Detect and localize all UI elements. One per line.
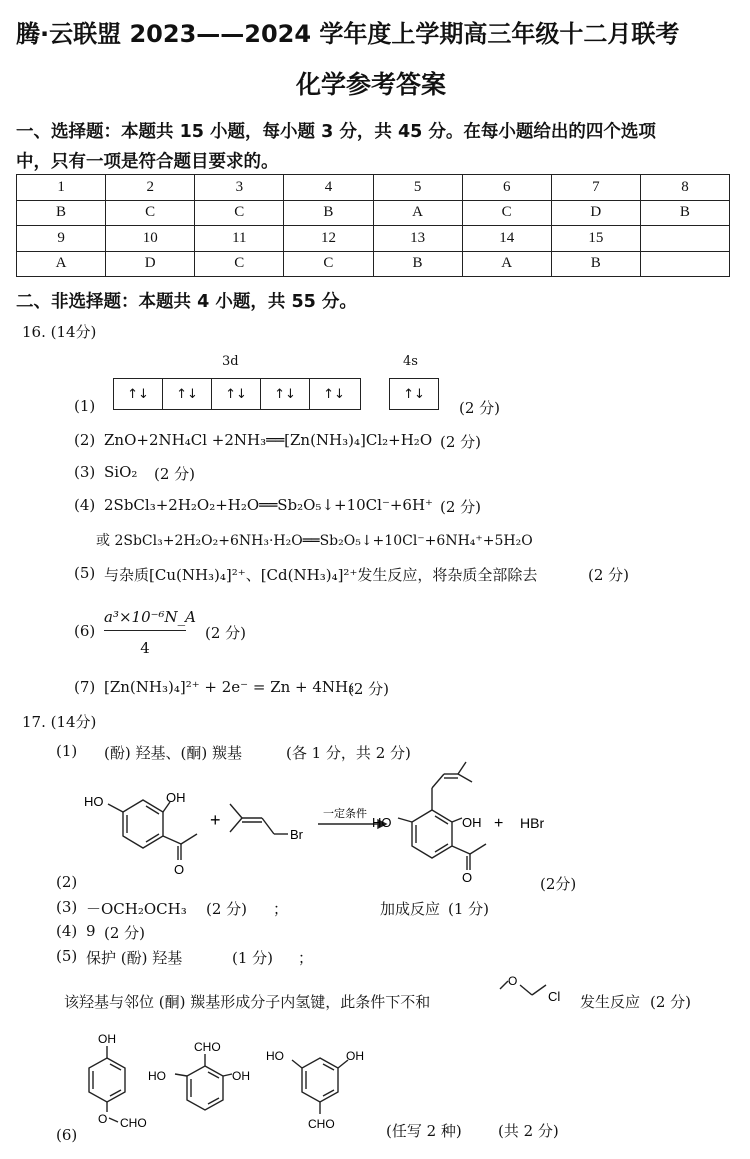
table-cell: 2 <box>106 175 195 201</box>
m1-o-label: O <box>98 1112 108 1126</box>
q16-p6-fraction <box>104 608 196 657</box>
table-cell: C <box>284 251 373 277</box>
table-cell: 10 <box>106 226 195 252</box>
q17-p6-label: (6) <box>56 1126 78 1144</box>
q16-p4-alt-equation: 或 2SbCl₃+2H₂O₂+6NH₃·H₂O══Sb₂O₅↓+10Cl⁻+6NH₄⁺+5H₂O <box>96 533 533 549</box>
q17-p3-label: (3) <box>56 898 78 916</box>
hbr-label: HBr <box>520 815 545 831</box>
table-cell <box>640 226 729 252</box>
q16-p3-answer: SiO₂ <box>104 463 138 481</box>
plus-sign: + <box>210 810 221 830</box>
orbital-cell: ↑↓ <box>323 386 345 402</box>
m3-ho-label: HO <box>266 1049 284 1063</box>
reactant-prenyl-bromide-structure <box>230 804 288 834</box>
p-ho-label: HO <box>372 815 392 830</box>
reactant-acetophenone-structure <box>108 800 197 860</box>
q17-p3-score: (2 分) <box>206 900 248 918</box>
orbital-box-3d <box>113 378 361 410</box>
orbital-cell: ↑↓ <box>114 379 163 409</box>
m2-oh-label: OH <box>232 1069 250 1083</box>
q17-header: 17. (14分) <box>22 713 97 731</box>
table-cell: 4 <box>284 175 373 201</box>
q17-p5-answer: 保护 (酚) 羟基 <box>86 949 183 967</box>
table-row <box>17 251 730 277</box>
q17-p2-score: (2分) <box>540 875 577 893</box>
table-cell: 5 <box>373 175 462 201</box>
q16-p2-label: (2) <box>74 431 96 449</box>
q17-p4-answer: 9 <box>86 922 96 940</box>
table-cell: C <box>195 200 284 226</box>
q17-p5-score: (1 分) <box>232 949 274 967</box>
m3-oh-label: OH <box>346 1049 364 1063</box>
q16-p5-score: (2 分) <box>588 566 630 584</box>
table-cell: 14 <box>462 226 551 252</box>
q17-p6-score: (共 2 分) <box>498 1122 559 1140</box>
table-cell: D <box>551 200 640 226</box>
section2-heading: 二、非选择题：本题共 4 小题，共 55 分。 <box>16 292 357 312</box>
q16-p7-score: (2 分) <box>348 680 390 698</box>
q17-p5-separator: ； <box>298 949 314 967</box>
mol-o-label: O <box>508 975 518 988</box>
orbital-cell: ↑↓ <box>163 379 212 409</box>
table-cell: 11 <box>195 226 284 252</box>
q17-p5-label: (5) <box>56 947 78 965</box>
q16-p2-score: (2 分) <box>440 433 482 451</box>
q17-p3-score2: (1 分) <box>448 900 490 918</box>
isomer-formate-structure <box>89 1046 125 1122</box>
q17-p5-score2: (2 分) <box>650 993 692 1011</box>
fraction-numerator: a³×10⁻⁶N_A <box>104 608 186 631</box>
q16-p6-label: (6) <box>74 622 96 640</box>
q17-p4-score: (2 分) <box>104 924 146 942</box>
table-cell: 9 <box>17 226 106 252</box>
table-cell: B <box>551 251 640 277</box>
answer-table <box>16 174 730 277</box>
q17-p6-note: (任写 2 种) <box>386 1122 462 1140</box>
table-cell: C <box>106 200 195 226</box>
table-cell <box>640 251 729 277</box>
table-cell: 13 <box>373 226 462 252</box>
orbital-3d-label: 3d <box>222 354 239 369</box>
isomer-dihydroxybenzaldehyde-structure <box>175 1054 232 1110</box>
q16-p4-equation: 2SbCl₃+2H₂O₂+H₂O══Sb₂O₅↓+10Cl⁻+6H⁺ <box>104 496 433 514</box>
orbital-cell: ↑↓ <box>403 386 425 402</box>
table-cell: C <box>462 200 551 226</box>
q17-p3-answer: －OCH₂OCH₃ <box>86 900 187 918</box>
q17-p5-line2-post: 发生反应 <box>580 993 641 1011</box>
r1-ho-label: HO <box>84 794 104 809</box>
section1-heading-line2: 中，只有一项是符合题目要求的。 <box>16 152 279 172</box>
table-cell: 12 <box>284 226 373 252</box>
q17-p3-answer2: 加成反应 <box>380 900 441 918</box>
q16-p7-equation: [Zn(NH₃)₄]²⁺ + 2e⁻ = Zn + 4NH₃ <box>104 678 355 696</box>
orbital-4s-label: 4s <box>403 354 418 369</box>
q17-p5-line2: 该羟基与邻位 (酮) 羰基形成分子内氢键，此条件下不和 <box>64 993 431 1011</box>
q16-p3-label: (3) <box>74 463 96 481</box>
section1-heading-line1: 一、选择题：本题共 15 小题，每小题 3 分，共 45 分。在每小题给出的四个选项 <box>16 122 656 142</box>
q16-p5-label: (5) <box>74 564 96 582</box>
table-cell: A <box>373 200 462 226</box>
table-cell: B <box>373 251 462 277</box>
q16-header: 16. (14分) <box>22 323 97 341</box>
mol-cl-label: Cl <box>548 989 561 1004</box>
table-cell: B <box>640 200 729 226</box>
q16-p7-label: (7) <box>74 678 96 696</box>
table-cell: 15 <box>551 226 640 252</box>
m2-ho-label: HO <box>148 1069 166 1083</box>
table-cell: B <box>284 200 373 226</box>
m3-cho-label: CHO <box>308 1117 335 1131</box>
orbital-cell: ↑↓ <box>212 379 261 409</box>
reaction-scheme <box>60 760 620 885</box>
q17-p1-score: (各 1 分，共 2 分) <box>286 744 411 762</box>
page-title: 腾·云联盟 2023——2024 学年度上学期高三年级十二月联考 <box>16 20 680 48</box>
table-cell: C <box>195 251 284 277</box>
q16-p3-score: (2 分) <box>154 465 196 483</box>
r1-o-label: O <box>174 862 185 877</box>
p-oh-label: OH <box>462 815 482 830</box>
plus-sign: + <box>494 815 504 832</box>
q16-p6-score: (2 分) <box>205 624 247 642</box>
table-cell: D <box>106 251 195 277</box>
table-cell: 1 <box>17 175 106 201</box>
m1-oh-label: OH <box>98 1032 116 1046</box>
table-row <box>17 200 730 226</box>
orbital-box-4s <box>389 378 439 410</box>
fraction-denominator: 4 <box>140 639 150 657</box>
page-subtitle: 化学参考答案 <box>296 70 447 99</box>
table-cell: 3 <box>195 175 284 201</box>
q16-p1-score: (2 分) <box>459 399 501 417</box>
table-cell: A <box>462 251 551 277</box>
q17-p3-separator: ； <box>273 900 289 918</box>
table-row <box>17 175 730 201</box>
r2-br-label: Br <box>290 827 303 842</box>
q17-p2-label: (2) <box>56 873 78 891</box>
r1-oh-label: OH <box>166 790 186 805</box>
table-cell: 8 <box>640 175 729 201</box>
q17-p1-label: (1) <box>56 742 78 760</box>
p-o-label: O <box>462 870 473 885</box>
q16-p2-equation: ZnO+2NH₄Cl +2NH₃══[Zn(NH₃)₄]Cl₂+H₂O <box>104 431 433 449</box>
q17-p4-label: (4) <box>56 922 78 940</box>
isomer-resorcylaldehyde-structure <box>292 1058 348 1114</box>
reaction-condition: 一定条件 <box>323 808 367 820</box>
q16-p4-score: (2 分) <box>440 498 482 516</box>
q16-p5-answer: 与杂质[Cu(NH₃)₄]²⁺、[Cd(NH₃)₄]²⁺发生反应，将杂质全部除去 <box>104 566 538 584</box>
table-cell: B <box>17 200 106 226</box>
m1-cho-label: CHO <box>120 1116 147 1130</box>
m2-cho-label: CHO <box>194 1040 221 1054</box>
table-cell: 6 <box>462 175 551 201</box>
orbital-cell: ↑↓ <box>261 379 310 409</box>
q16-p1-label: (1) <box>74 397 96 415</box>
q17-p1-answer: (酚) 羟基、(酮) 羰基 <box>104 744 242 762</box>
q16-p4-label: (4) <box>74 496 96 514</box>
table-cell: A <box>17 251 106 277</box>
chloromethyl-methyl-ether-structure <box>496 975 581 1010</box>
table-cell: 7 <box>551 175 640 201</box>
table-row <box>17 226 730 252</box>
isomer-structures <box>60 1030 380 1140</box>
